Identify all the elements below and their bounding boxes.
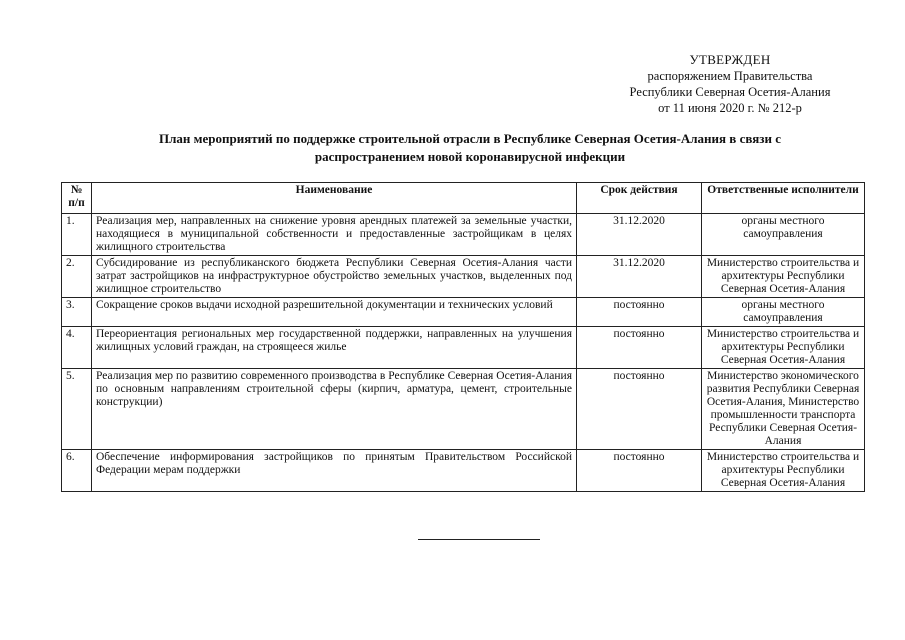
approval-line-3: от 11 июня 2020 г. № 212-р — [658, 101, 802, 115]
title-line-2: распространением новой коронавирусной инфекции — [314, 149, 626, 164]
row-responsible: Министерство строительства и архитектуры Республики Северная Осетия-Алания — [702, 327, 865, 369]
header-term: Срок действия — [577, 183, 702, 214]
header-responsible: Ответственные исполнители — [702, 183, 865, 214]
row-name: Обеспечение информирования застройщиков по принятым Правительством Российской Федерации мерам поддержки — [92, 450, 577, 492]
row-number: 5. — [62, 369, 92, 450]
row-term: 31.12.2020 — [577, 256, 702, 298]
table-header-row — [62, 183, 865, 214]
end-divider — [418, 539, 540, 540]
table-row — [62, 256, 865, 298]
row-term: постоянно — [577, 450, 702, 492]
row-term: постоянно — [577, 369, 702, 450]
document-title — [120, 130, 820, 166]
row-name: Сокращение сроков выдачи исходной разрешительной документации и технических условий — [92, 298, 577, 327]
row-number: 2. — [62, 256, 92, 298]
row-responsible: Министерство строительства и архитектуры Республики Северная Осетия-Алания — [702, 450, 865, 492]
table-row — [62, 214, 865, 256]
row-name: Реализация мер по развитию современного производства в Республике Северная Осетия-Алания по основным направлениям строительной сферы (кирпич, арматура, цемент, строительные конструкции) — [92, 369, 577, 450]
approval-stamp — [600, 52, 860, 116]
row-term: постоянно — [577, 327, 702, 369]
row-responsible: органы местного самоуправления — [702, 298, 865, 327]
table-row — [62, 369, 865, 450]
title-line-1: План мероприятий по поддержке строительной отрасли в Республике Северная Осетия-Алания в связи с — [159, 131, 781, 146]
header-name: Наименование — [92, 183, 577, 214]
table-row — [62, 450, 865, 492]
row-number: 6. — [62, 450, 92, 492]
approval-line-2: Республики Северная Осетия-Алания — [629, 85, 831, 99]
header-number-line-1: № — [70, 184, 83, 196]
approval-line-1: распоряжением Правительства — [647, 69, 813, 83]
measures-table — [61, 182, 865, 492]
row-name: Реализация мер, направленных на снижение уровня арендных платежей за земельные участки, находящиеся в муниципальной собственности и предоставленные застройщикам в целях жилищного строительства — [92, 214, 577, 256]
row-responsible: Министерство строительства и архитектуры Республики Северная Осетия-Алания — [702, 256, 865, 298]
header-number-line-2: п/п — [68, 197, 85, 209]
row-responsible: органы местного самоуправления — [702, 214, 865, 256]
approval-heading: УТВЕРЖДЕН — [689, 52, 771, 67]
row-term: постоянно — [577, 298, 702, 327]
row-name: Субсидирование из республиканского бюджета Республики Северная Осетия-Алания части затрат застройщиков на инфраструктурное обустройство земельных участков, выделенных под жилищное строительство — [92, 256, 577, 298]
row-number: 1. — [62, 214, 92, 256]
header-number — [62, 183, 92, 214]
table-row — [62, 327, 865, 369]
table-row — [62, 298, 865, 327]
row-name: Переориентация региональных мер государственной поддержки, направленных на улучшения жилищных условий граждан, на строящееся жилье — [92, 327, 577, 369]
row-number: 3. — [62, 298, 92, 327]
row-term: 31.12.2020 — [577, 214, 702, 256]
row-responsible: Министерство экономического развития Республики Северная Осетия-Алания, Министерство промышленности транспорта Республики Северная Осетия-Алания — [702, 369, 865, 450]
row-number: 4. — [62, 327, 92, 369]
